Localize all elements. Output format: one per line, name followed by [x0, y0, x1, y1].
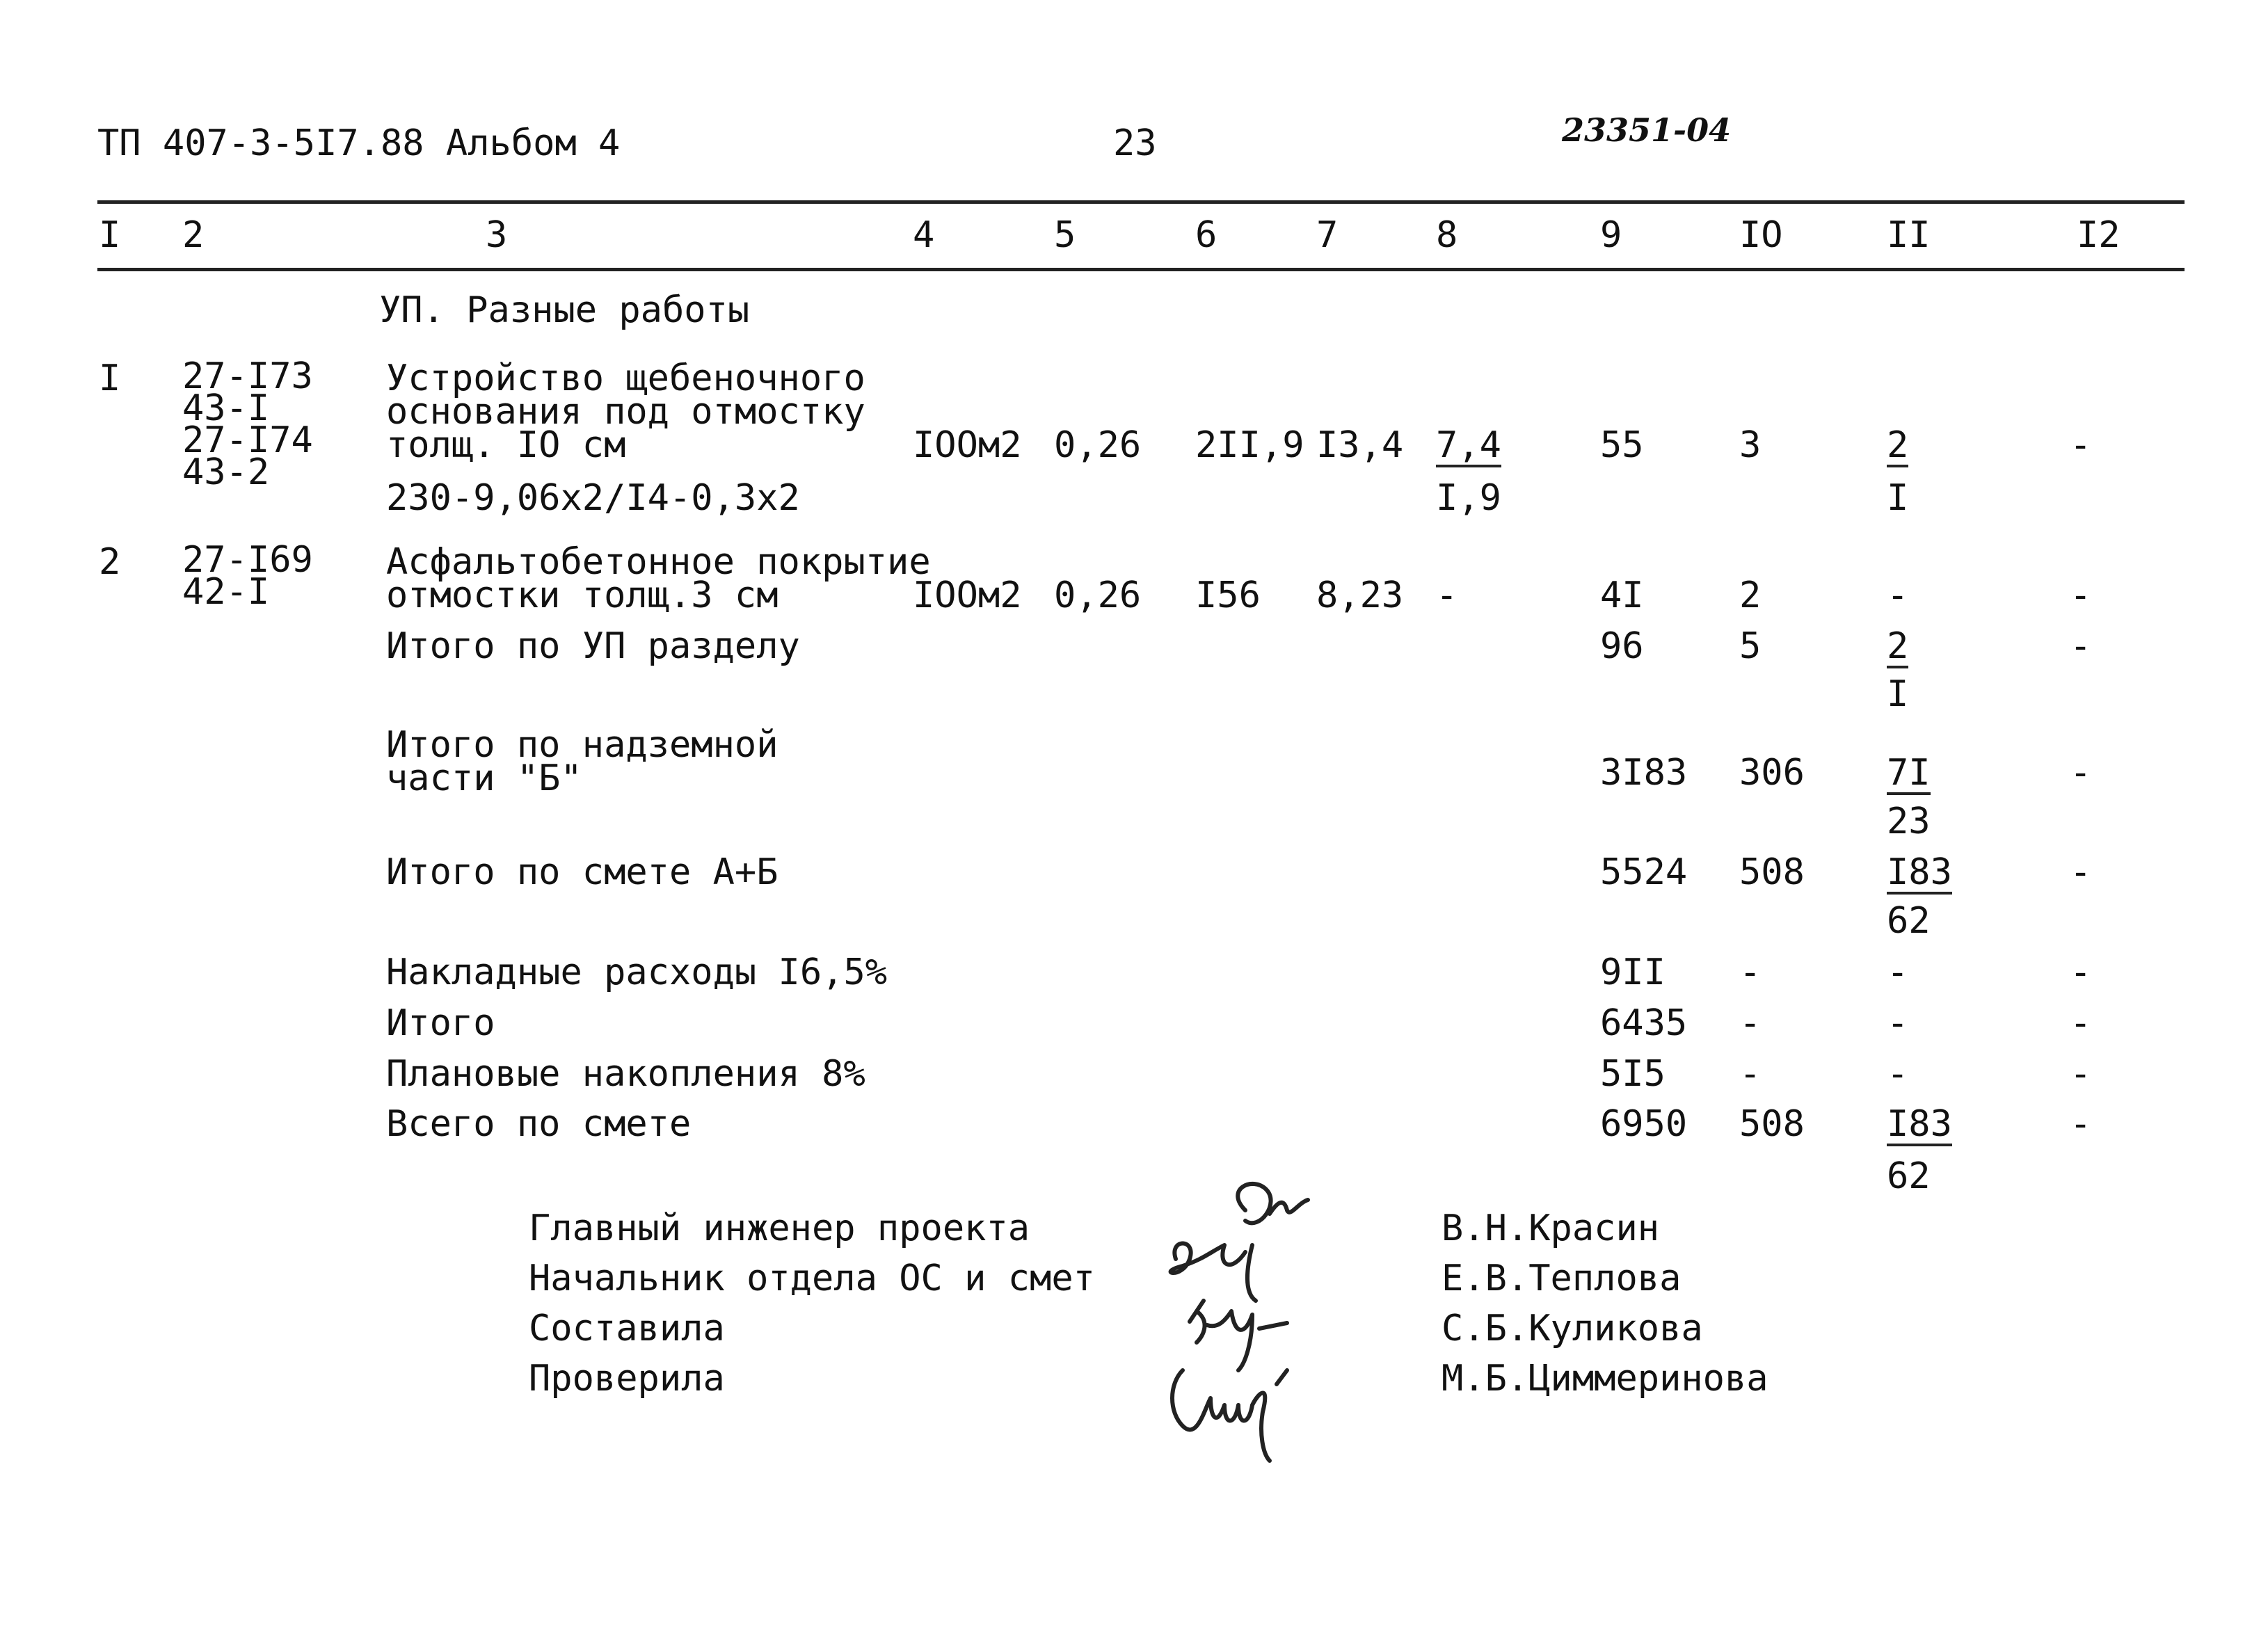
signatory-name: Е.В.Теплова — [1442, 1258, 1682, 1299]
quantity: 0,26 — [1054, 575, 1142, 616]
cell-col11-bottom: 62 — [1887, 1155, 1931, 1197]
total-label: Плановые накопления 8% — [386, 1053, 865, 1095]
cell-col9: 9II — [1600, 952, 1666, 993]
table-top-rule — [97, 200, 2185, 204]
cell-col11-top: 2 — [1887, 625, 1909, 667]
cell-col11-top: I83 — [1887, 851, 1952, 893]
cell-col10: - — [1739, 1053, 1762, 1095]
quantity: 0,26 — [1054, 424, 1142, 466]
cell-col12: - — [2070, 1053, 2092, 1095]
cell-col11: - — [1887, 575, 1909, 616]
cell-col10: - — [1739, 1002, 1762, 1044]
cell-col12: - — [2070, 752, 2092, 794]
signatory-role: Проверила — [529, 1358, 725, 1400]
signatory-role: Главный инженер проекта — [529, 1208, 1030, 1249]
column-header: 8 — [1436, 214, 1458, 256]
cell-col9: 55 — [1600, 424, 1644, 466]
work-description: отмостки толщ.3 см — [386, 575, 778, 616]
work-description: Асфальтобетонное покрытие — [386, 541, 931, 583]
cell-col10: 3 — [1739, 424, 1762, 466]
cell-col12: - — [2070, 424, 2092, 466]
rate-code: 27-I74 — [182, 419, 313, 461]
cell-col12: - — [2070, 1103, 2092, 1145]
archive-stamp-number: 23351-04 — [1562, 111, 1732, 149]
total-label: Всего по смете — [386, 1103, 692, 1145]
cell-col6: 2II,9 — [1195, 424, 1304, 466]
cell-col10: 508 — [1739, 1103, 1805, 1145]
signatory-role: Составила — [529, 1308, 725, 1349]
signatory-role: Начальник отдела ОС и смет — [529, 1258, 1095, 1299]
cell-col9: 5524 — [1600, 851, 1688, 893]
column-header: IO — [1739, 214, 1783, 256]
page-number: 23 — [1113, 122, 1157, 164]
work-description: основания под отмостку — [386, 391, 865, 433]
cell-col11: - — [1887, 1053, 1909, 1095]
work-description: Устройство щебеночного — [386, 358, 865, 399]
cell-col8: - — [1436, 575, 1458, 616]
column-header: II — [1887, 214, 1931, 256]
cell-col11-top: 7I — [1887, 752, 1931, 794]
column-header: 6 — [1195, 214, 1217, 256]
cell-col10: 306 — [1739, 752, 1805, 794]
column-header: 9 — [1600, 214, 1622, 256]
cell-col9: 4I — [1600, 575, 1644, 616]
cell-col11: - — [1887, 1002, 1909, 1044]
cell-col10: 5 — [1739, 625, 1762, 667]
cell-col6: I56 — [1195, 575, 1261, 616]
cell-col11-bottom: 23 — [1887, 801, 1931, 842]
column-header: I — [99, 214, 121, 256]
cell-col11-top: 2 — [1887, 424, 1909, 466]
total-label: Накладные расходы I6,5% — [386, 952, 888, 993]
total-label: Итого по надземной — [386, 724, 778, 766]
cell-col7: I3,4 — [1316, 424, 1404, 466]
cell-col11-top: I83 — [1887, 1103, 1952, 1145]
cell-col12: - — [2070, 851, 2092, 893]
total-label: Итого — [386, 1002, 495, 1044]
cell-col12: - — [2070, 625, 2092, 667]
column-header: I2 — [2077, 214, 2121, 256]
handwritten-signatures — [1141, 1162, 1391, 1475]
cell-col8-bottom: I,9 — [1436, 477, 1501, 519]
unit: IOOм2 — [913, 424, 1022, 466]
signatory-name: В.Н.Красин — [1442, 1208, 1660, 1249]
cell-col10: 508 — [1739, 851, 1805, 893]
column-header: 2 — [182, 214, 205, 256]
total-label: Итого по смете А+Б — [386, 851, 778, 893]
unit: IOOм2 — [913, 575, 1022, 616]
cell-col11-bottom: I — [1887, 477, 1909, 519]
table-header-rule — [97, 268, 2185, 271]
row-number: I — [99, 358, 121, 399]
cell-col11-bottom: 62 — [1887, 900, 1931, 942]
cell-col11: - — [1887, 952, 1909, 993]
row-number: 2 — [99, 541, 121, 583]
cell-col12: - — [2070, 1002, 2092, 1044]
rate-code: 43-I — [182, 387, 270, 429]
cell-col11-bottom: I — [1887, 673, 1909, 715]
rate-code: 27-I73 — [182, 355, 313, 397]
rate-code: 43-2 — [182, 451, 270, 493]
signatory-name: С.Б.Куликова — [1442, 1308, 1703, 1349]
column-header: 5 — [1054, 214, 1076, 256]
rate-code: 27-I69 — [182, 539, 313, 581]
column-header: 4 — [913, 214, 935, 256]
cell-col10: 2 — [1739, 575, 1762, 616]
calculation-formula: 230-9,06x2/I4-0,3x2 — [386, 477, 800, 519]
signatory-name: М.Б.Циммеринова — [1442, 1358, 1768, 1400]
total-label: части "Б" — [386, 757, 582, 799]
column-header: 3 — [486, 214, 508, 256]
cell-col7: 8,23 — [1316, 575, 1404, 616]
cell-col9: 3I83 — [1600, 752, 1688, 794]
cell-col9: 96 — [1600, 625, 1644, 667]
work-description: толщ. IO см — [386, 424, 626, 466]
cell-col12: - — [2070, 575, 2092, 616]
document-reference: ТП 407-3-5I7.88 Альбом 4 — [97, 122, 621, 164]
cell-col8-top: 7,4 — [1436, 424, 1501, 466]
cell-col9: 5I5 — [1600, 1053, 1666, 1095]
total-label: Итого по УП разделу — [386, 625, 800, 667]
cell-col10: - — [1739, 952, 1762, 993]
column-header: 7 — [1316, 214, 1339, 256]
cell-col9: 6435 — [1600, 1002, 1688, 1044]
cell-col12: - — [2070, 952, 2092, 993]
rate-code: 42-I — [182, 571, 270, 613]
cell-col9: 6950 — [1600, 1103, 1688, 1145]
section-title: УП. Разные работы — [379, 289, 750, 331]
